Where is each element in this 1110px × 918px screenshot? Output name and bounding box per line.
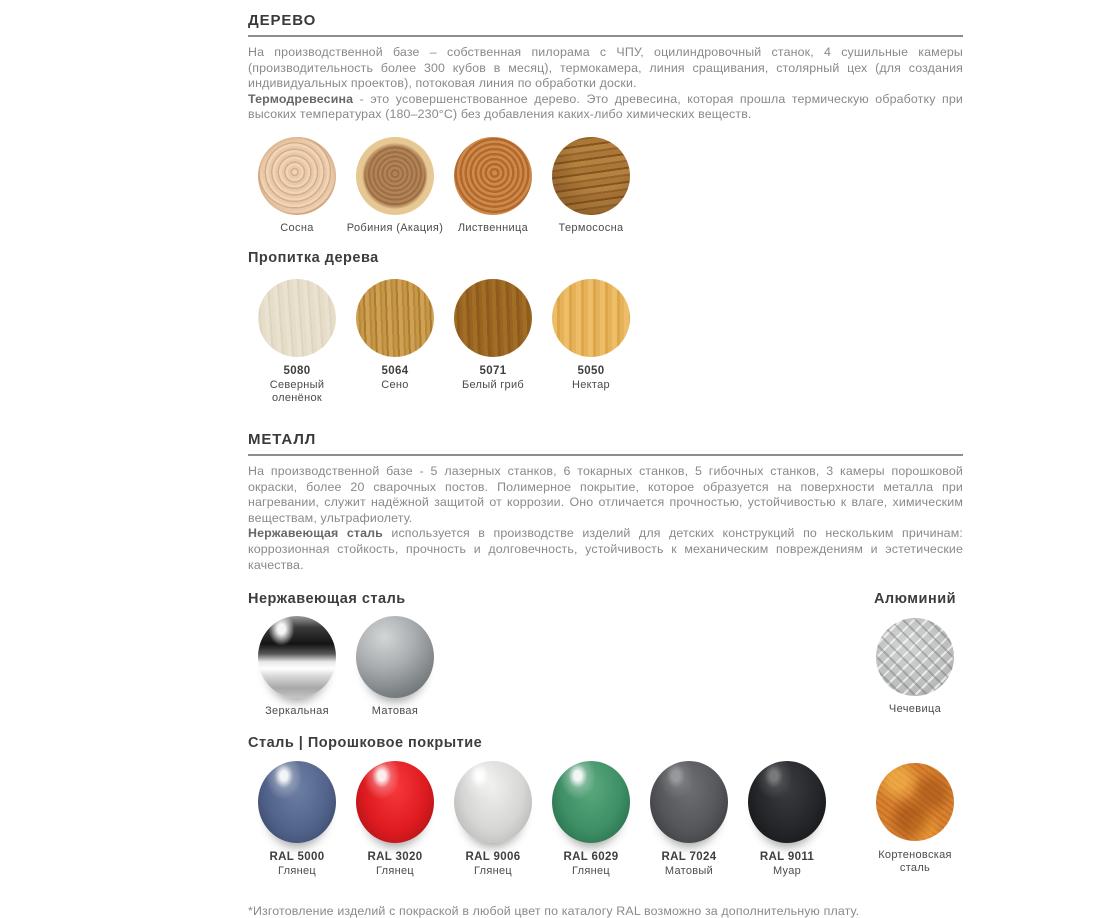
impregnation-title: Пропитка дерева — [248, 249, 379, 266]
ral-code: RAL 7024 — [661, 851, 717, 864]
ral-9011-sphere-image — [748, 761, 826, 843]
wood-swatch-larch — [444, 137, 542, 234]
wood-section — [248, 12, 963, 405]
wood-paragraph-2 — [248, 92, 963, 123]
ral-5000-sphere-image — [258, 761, 336, 843]
ral-finish: Глянец — [375, 865, 414, 878]
ral-swatch-9006 — [444, 761, 542, 878]
wood-swatch-label: Лиственница — [457, 221, 529, 234]
ral-finish: Глянец — [473, 865, 512, 878]
stainless-label: Матовая — [371, 705, 419, 718]
ral-swatch-5000 — [248, 761, 346, 878]
wood-paragraph-2-text: - это усовершенствованное дерево. Это древесина, которая прошла термическую обработку при высоких температурах (180–230°С) без добавления каких-либо химических веществ. — [248, 91, 963, 122]
ral-7024-sphere-image — [650, 761, 728, 843]
tint-code: 5071 — [479, 364, 507, 377]
pine-wood-swatch-image — [258, 137, 336, 215]
tint-5080-swatch-image — [258, 279, 336, 357]
tint-5064-swatch-image — [356, 279, 434, 357]
stainless-aluminum-header — [248, 591, 963, 607]
ral-swatch-9011 — [738, 761, 836, 878]
ral-footnote: *Изготовление изделий с покраской в любой цвет по каталогу RAL возможно за дополнительную плату. — [248, 904, 860, 918]
stainless-title: Нержавеющая сталь — [248, 591, 406, 608]
ral-code: RAL 5000 — [269, 851, 325, 864]
aluminum-swatch-lentil — [867, 616, 963, 715]
metal-paragraph-1-text: На производственной базе - 5 лазерных станков, 6 токарных станков, 5 гибочных станков, 3 камеры порошковой окраски, более 20 сварочных постов. Полимерное покрытие, которое образуется на поверхности металла при нагревании, служит надёжной защитой от коррозии. Оно отличается прочностью, устойчивостью к влаге, химическим веществам, ультрафиолету. — [248, 463, 963, 525]
ral-code: RAL 3020 — [367, 851, 423, 864]
metal-paragraph-1 — [248, 464, 963, 526]
tint-code: 5050 — [577, 364, 605, 377]
ral-swatch-7024 — [640, 761, 738, 878]
robinia-wood-swatch-image — [356, 137, 434, 215]
thermowood-term: Термодревесина — [248, 91, 354, 106]
metal-section — [248, 431, 963, 918]
wood-swatch-label: Робиния (Акация) — [346, 221, 444, 234]
impregnation-swatch-5080 — [248, 279, 346, 405]
ral-6029-sphere-image — [552, 761, 630, 843]
wood-swatch-pine — [248, 137, 346, 234]
stainless-swatch-mirror — [248, 616, 346, 717]
ral-9006-sphere-image — [454, 761, 532, 843]
ral-finish: Муар — [772, 865, 802, 878]
ral-finish: Глянец — [571, 865, 610, 878]
corten-steel-swatch — [867, 761, 963, 875]
tint-code: 5080 — [283, 364, 311, 377]
ral-code: RAL 9006 — [465, 851, 521, 864]
larch-wood-swatch-image — [454, 137, 532, 215]
metal-paragraph-2-text: используется в производстве изделий для детских конструкций по нескольким причинам: коррозионная стойкость, прочность и долговечность, устойчивость к механическим повреждениям и эстетические качества. — [248, 526, 963, 572]
matte-steel-sphere-image — [356, 616, 434, 698]
impregnation-swatch-5064 — [346, 279, 444, 392]
stainless-label: Зеркальная — [265, 705, 329, 718]
aluminum-title: Алюминий — [873, 591, 957, 608]
thermopine-wood-swatch-image — [552, 137, 630, 215]
stainless-term: Нержавеющая сталь — [248, 526, 383, 541]
wood-swatch-robinia — [346, 137, 444, 234]
impregnation-row — [248, 279, 963, 405]
impregnation-swatch-5050 — [542, 279, 640, 392]
metal-paragraph-2 — [248, 526, 963, 573]
tint-code: 5064 — [381, 364, 409, 377]
mirror-steel-sphere-image — [258, 616, 336, 698]
ral-finish: Матовый — [664, 865, 714, 878]
catalog-page-content — [248, 0, 963, 918]
ral-3020-sphere-image — [356, 761, 434, 843]
wood-swatch-thermopine — [542, 137, 640, 234]
aluminum-diamond-plate-image — [876, 618, 954, 696]
tint-name: Нектар — [572, 378, 610, 391]
tint-name: Белый гриб — [461, 378, 525, 391]
powder-coating-row — [248, 761, 963, 878]
stainless-swatch-matte — [346, 616, 444, 717]
wood-swatch-label: Термососна — [558, 221, 624, 234]
corten-steel-swatch-image — [876, 763, 954, 841]
tint-name: Сено — [381, 378, 409, 391]
powder-coating-title: Сталь | Порошковое покрытие — [248, 735, 483, 752]
wood-swatch-label: Сосна — [280, 221, 314, 234]
wood-paragraph-1-text: На производственной базе – собственная пилорама с ЧПУ, оцилиндровочный станок, 4 сушильные камеры (производительность более 300 кубов в месяц), термокамера, линия сращивания, столярный цех (для создания индивидуальных проектов), потоковая линия по обработки доски. — [248, 45, 963, 91]
ral-finish: Глянец — [277, 865, 316, 878]
ral-code: RAL 9011 — [759, 851, 815, 864]
tint-5050-swatch-image — [552, 279, 630, 357]
ral-swatch-6029 — [542, 761, 640, 878]
ral-code: RAL 6029 — [563, 851, 619, 864]
stainless-row — [248, 616, 963, 717]
impregnation-swatch-5071 — [444, 279, 542, 392]
wood-paragraph-1 — [248, 45, 963, 92]
aluminum-label: Чечевица — [888, 703, 942, 716]
metal-section-title: МЕТАЛЛ — [248, 431, 963, 456]
corten-steel-label: Кортеновская сталь — [878, 849, 952, 875]
tint-5071-swatch-image — [454, 279, 532, 357]
ral-swatch-3020 — [346, 761, 444, 878]
tint-name: Северный оленёнок — [269, 378, 325, 404]
wood-species-row — [248, 137, 963, 234]
wood-section-title: ДЕРЕВО — [248, 12, 963, 37]
